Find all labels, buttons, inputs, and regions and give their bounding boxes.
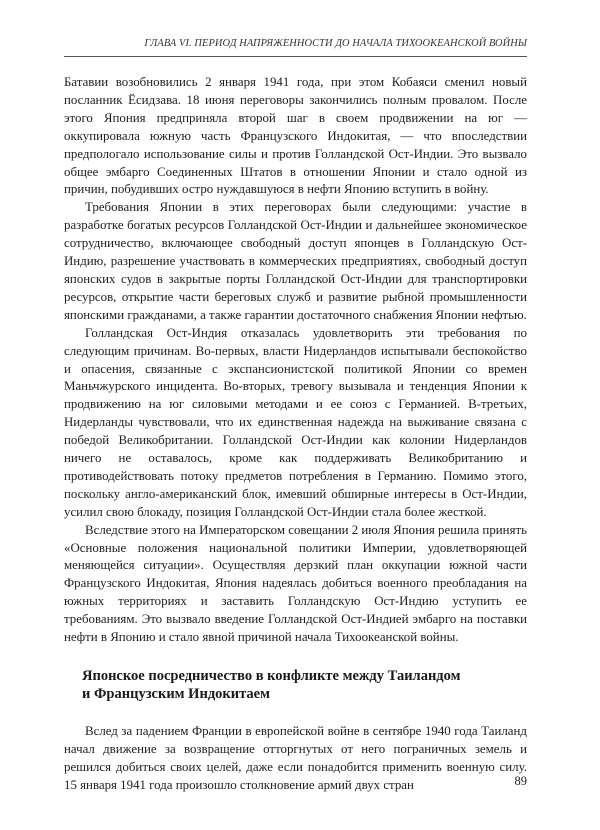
main-text bbox=[64, 74, 527, 795]
section-heading-line-1: Японское посредничество в конфликте между Таиландом bbox=[82, 668, 461, 684]
section-heading-line-2: и Французским Индокитаем bbox=[82, 686, 270, 702]
paragraph-4: Вследствие этого на Императорском совещании 2 июля Япония решила принять «Основные положения национальной политики Империи, удовлетворяющей меняющейся ситуации». Осуществляя дерзкий план оккупации южной части Французского Индокитая, Япония надеялась добиться военного преобладания на южных территориях и заставить Голландскую Ост-Индию уступить ее требованиям. Это вызвало введение Голландской Ост-Индией эмбарго на поставки нефти в Японию и стало явной причиной начала Тихоокеанской войны. bbox=[64, 522, 528, 645]
paragraph-1: Батавии возобновились 2 января 1941 года, при этом Кобаяси сменил новый посланник Ёсидзава. 18 июня переговоры закончились полным провалом. После этого Япония предприняла второй шаг в своем продвижении на юг — оккупировала южную часть Французского Индокитая, — что впоследствии предпологало использование силы и против Голландской Ост-Индии. Это вызвало общее эмбарго Соединенных Штатов в отношении Японии и стало одной из причин, побудивших остро нуждавшуюся в нефти Японию вступить в войну. bbox=[64, 75, 527, 197]
section-heading bbox=[64, 667, 527, 703]
paragraph-2: Требования Японии в этих переговорах были следующими: участие в разработке богатых ресурсов Голландской Ост-Индии и дальнейшее экономическое сотрудничество, включающее свободный доступ японцев в Голландскую Ост-Индию, разрешение участвовать в коммерческих предприятиях, свободный доступ японских судов в закрытые порты Голландской Ост-Индии для транспортировки ресурсов, открытие части береговых служб и развитие рыбной промышленности японскими гражданами, а также гарантии достаточного снабжения Японии нефтью. bbox=[64, 200, 527, 322]
section-paragraph: Вслед за падением Франции в европейской войне в сентябре 1940 года Таиланд начал движение за возвращение отторгнутых от него пограничных земель и решился добиться своих целей, даже если понадобится применить военную силу. 15 января 1941 года произошло столкновение армий двух стран bbox=[64, 724, 527, 792]
header-rule bbox=[64, 56, 527, 57]
paragraph-3: Голландская Ост-Индия отказалась удовлетворить эти требования по следующим причинам. Во-первых, власти Нидерландов испытывали беспокойство и опасения, связанные с экспансионистской политикой Японии со времен Маньчжурского инцидента. Во-вторых, тревогу вызывала и тенденция Японии к продвижению на юг силовыми методами и ее союз с Германией. В-третьих, Нидерланды чувствовали, что их единственная надежда на выживание связана с победой Великобритании. Голландской Ост-Индии как колонии Нидерландов ничего не оставалось, кроме как поддерживать Великобританию и противодействовать потоку предметов потребления в Германию. Помимо этого, поскольку англо-американский блок, имевший обширные интересы в Ост-Индии, усилил свою блокаду, позиция Голландской Ост-Индии стала более жесткой. bbox=[64, 325, 527, 519]
page-number: 89 bbox=[514, 774, 527, 788]
running-header: ГЛАВА VI. ПЕРИОД НАПРЯЖЕННОСТИ ДО НАЧАЛА ТИХООКЕАНСКОЙ ВОЙНЫ bbox=[144, 38, 527, 49]
